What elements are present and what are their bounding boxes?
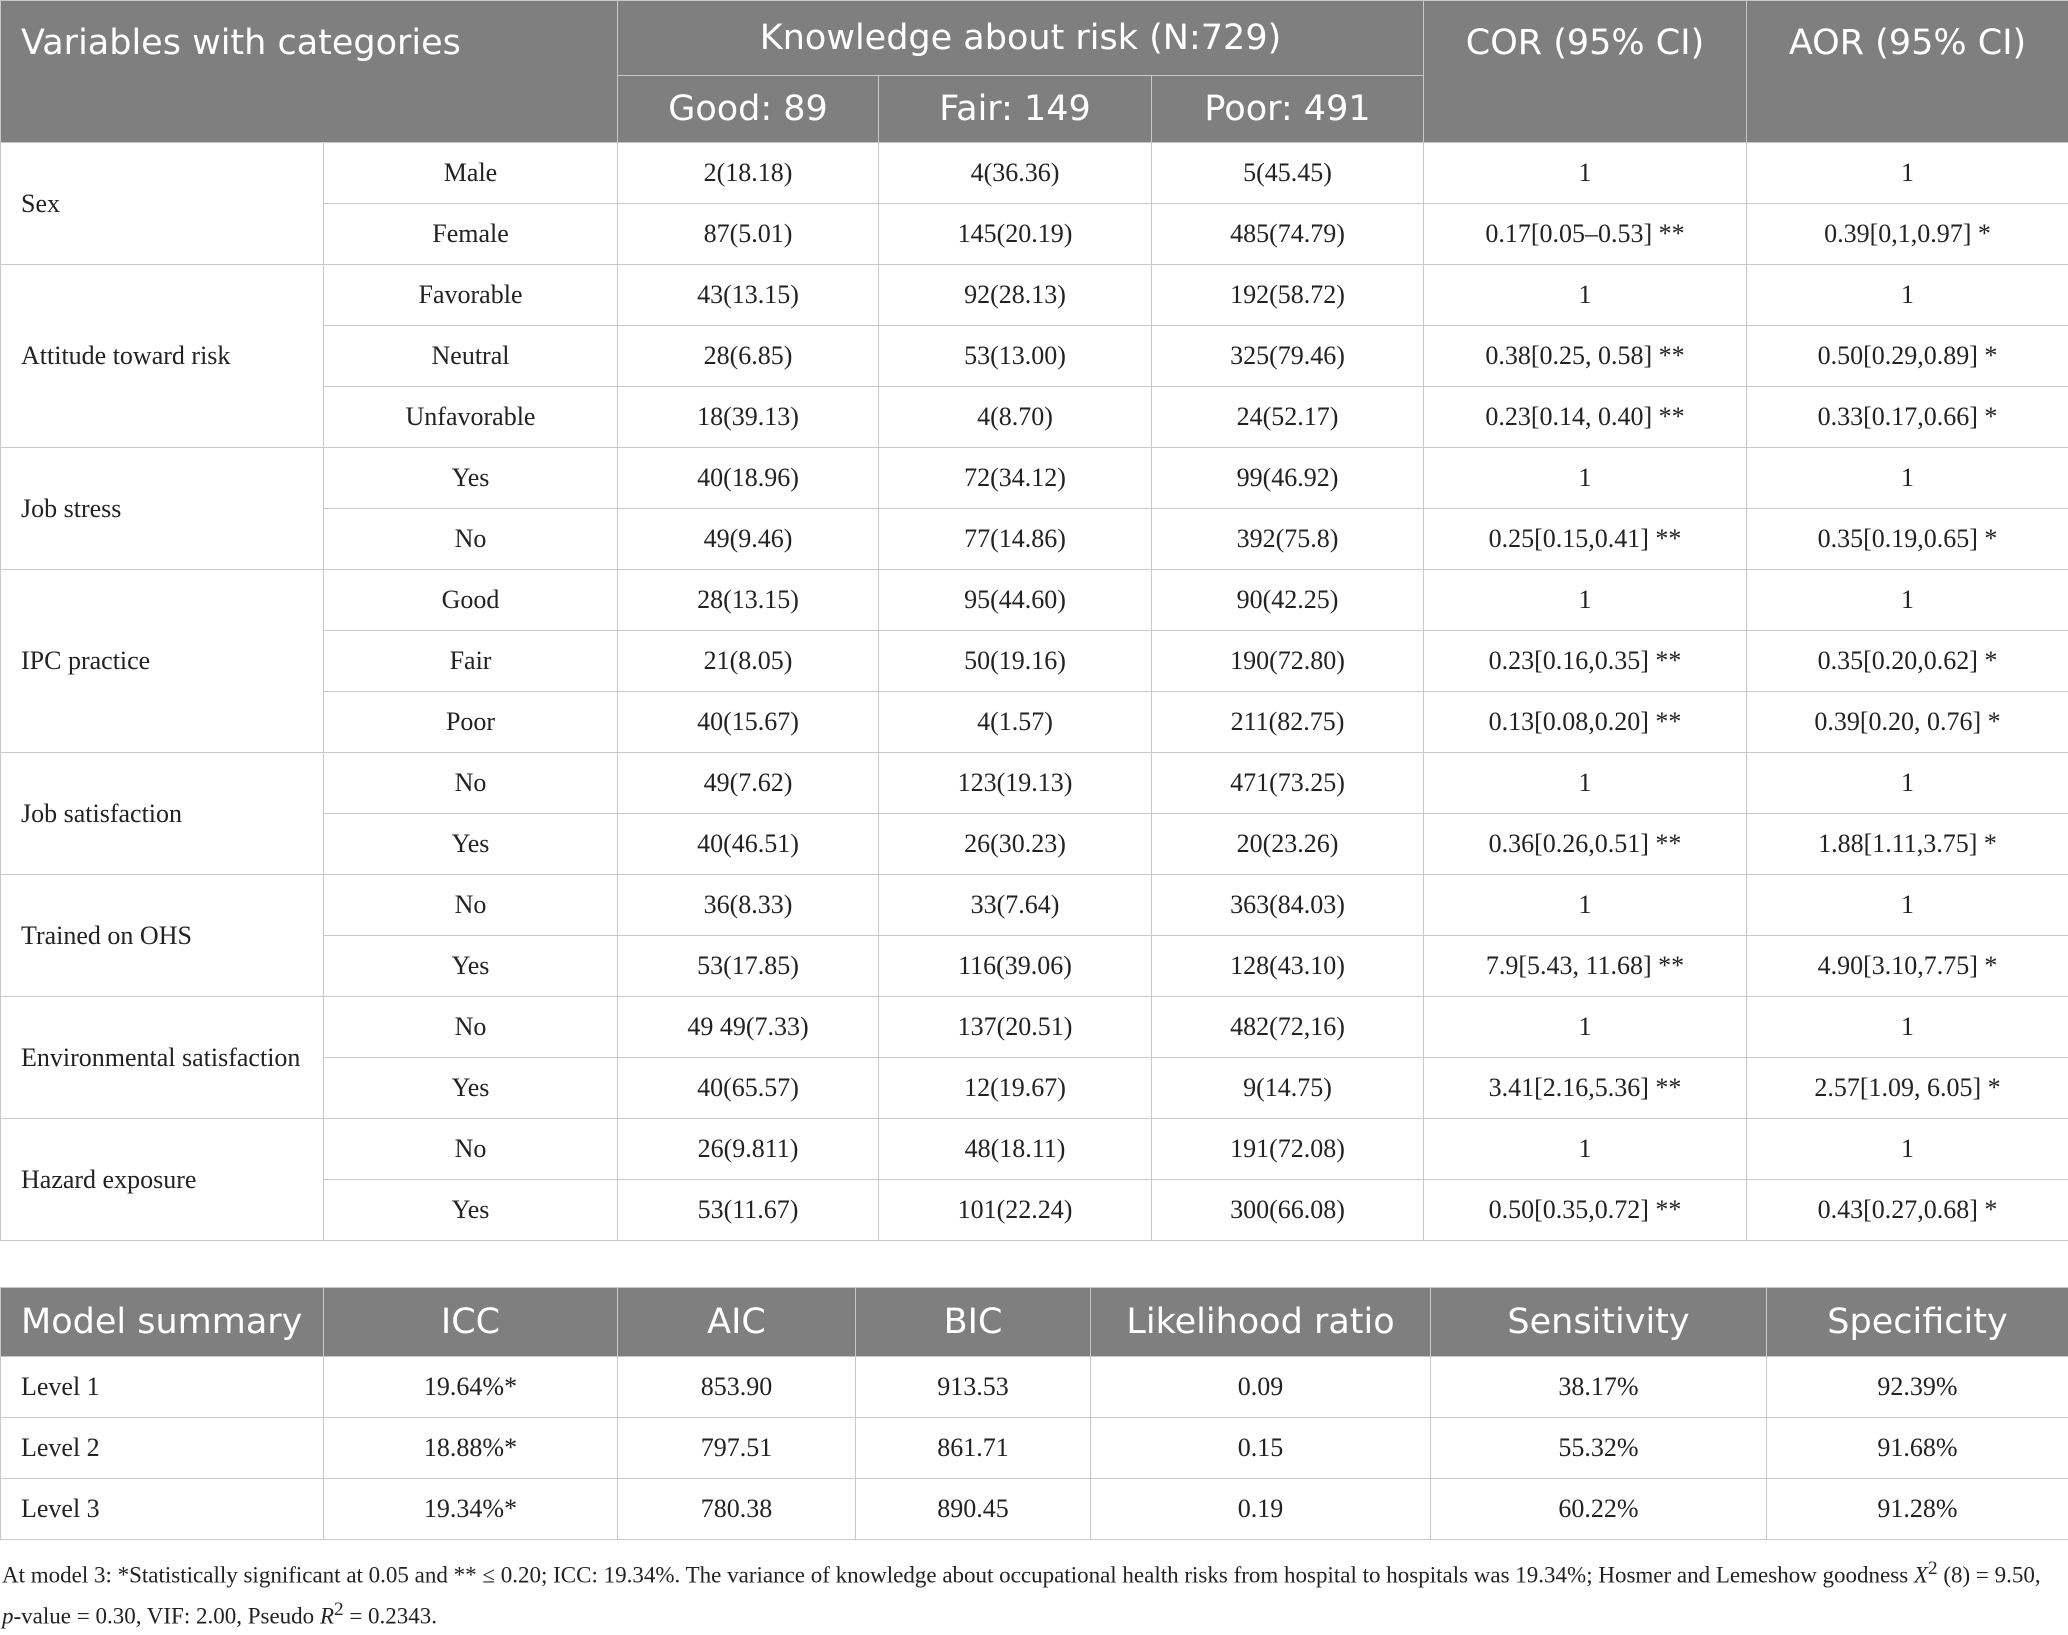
model-summary-table [0,1287,2068,1540]
cell-poor: 128(43.10) [1152,936,1424,997]
cell-cor: 0.36[0.26,0.51] ** [1424,814,1747,875]
cell-fair: 50(19.16) [879,631,1152,692]
cell-cor: 0.38[0.25, 0.58] ** [1424,326,1747,387]
summary-row [1,1418,2068,1479]
cell-cor: 1 [1424,1119,1747,1180]
cell-good: 49(9.46) [618,509,879,570]
table-row [1,1119,2068,1180]
header-poor: Poor: 491 [1152,76,1424,143]
summary-cell: 91.68% [1767,1418,2068,1479]
variable-name: Job stress [1,448,324,570]
cell-cor: 1 [1424,265,1747,326]
cell-good: 87(5.01) [618,204,879,265]
cell-good: 49 49(7.33) [618,997,879,1058]
cell-poor: 485(74.79) [1152,204,1424,265]
variable-name: Trained on OHS [1,875,324,997]
footnote-text: At model 3: *Statistically significant at 0.05 and ** ≤ 0.20; ICC: 19.34%. The variance of knowledge about occupational health risks from hospital to hospitals was 19.34%; Hosmer and Lemeshow goodness [2,1562,1914,1588]
cell-poor: 325(79.46) [1152,326,1424,387]
table-row [1,143,2068,204]
cell-cor: 1 [1424,143,1747,204]
summary-header: ICC [324,1288,618,1357]
cell-fair: 92(28.13) [879,265,1152,326]
cell-fair: 145(20.19) [879,204,1152,265]
cell-aor: 1 [1747,875,2068,936]
summary-header: Likelihood ratio [1091,1288,1431,1357]
cell-poor: 190(72.80) [1152,631,1424,692]
table-row [1,265,2068,326]
cell-poor: 192(58.72) [1152,265,1424,326]
cell-fair: 77(14.86) [879,509,1152,570]
cell-good: 40(46.51) [618,814,879,875]
cell-aor: 0.39[0.20, 0.76] * [1747,692,2068,753]
summary-cell: 91.28% [1767,1479,2068,1540]
cell-aor: 1 [1747,1119,2068,1180]
cell-good: 2(18.18) [618,143,879,204]
summary-header: Specificity [1767,1288,2068,1357]
cell-poor: 363(84.03) [1152,875,1424,936]
variable-name: IPC practice [1,570,324,753]
cell-fair: 48(18.11) [879,1119,1152,1180]
table-footnote [0,1552,2062,1633]
cell-good: 40(15.67) [618,692,879,753]
cell-aor: 0.35[0.19,0.65] * [1747,509,2068,570]
cell-cor: 1 [1424,570,1747,631]
summary-header: AIC [618,1288,856,1357]
cell-category: Yes [324,1058,618,1119]
cell-aor: 1 [1747,143,2068,204]
summary-header: BIC [856,1288,1091,1357]
summary-cell: 0.15 [1091,1418,1431,1479]
cell-fair: 33(7.64) [879,875,1152,936]
cell-category: Yes [324,814,618,875]
footnote-r: R [319,1603,334,1629]
cell-aor: 0.43[0.27,0.68] * [1747,1180,2068,1241]
cell-aor: 0.50[0.29,0.89] * [1747,326,2068,387]
cell-poor: 9(14.75) [1152,1058,1424,1119]
summary-cell: 797.51 [618,1418,856,1479]
summary-cell: 18.88%* [324,1418,618,1479]
cell-good: 49(7.62) [618,753,879,814]
table-row [1,875,2068,936]
cell-fair: 53(13.00) [879,326,1152,387]
summary-cell: 55.32% [1431,1418,1767,1479]
cell-good: 40(18.96) [618,448,879,509]
summary-cell: 913.53 [856,1357,1091,1418]
variable-name: Attitude toward risk [1,265,324,448]
cell-good: 28(13.15) [618,570,879,631]
cell-category: Neutral [324,326,618,387]
cell-aor: 1 [1747,265,2068,326]
summary-cell: 92.39% [1767,1357,2068,1418]
cell-poor: 211(82.75) [1152,692,1424,753]
cell-poor: 191(72.08) [1152,1119,1424,1180]
summary-cell: 890.45 [856,1479,1091,1540]
cell-cor: 0.50[0.35,0.72] ** [1424,1180,1747,1241]
cell-good: 53(11.67) [618,1180,879,1241]
cell-cor: 3.41[2.16,5.36] ** [1424,1058,1747,1119]
summary-row [1,1357,2068,1418]
summary-cell: Level 3 [1,1479,324,1540]
cell-aor: 1 [1747,448,2068,509]
summary-cell: 19.34%* [324,1479,618,1540]
cell-poor: 90(42.25) [1152,570,1424,631]
footnote-r-sup: 2 [334,1598,344,1620]
cell-poor: 99(46.92) [1152,448,1424,509]
cell-aor: 1 [1747,570,2068,631]
summary-cell: 60.22% [1431,1479,1767,1540]
summary-cell: 853.90 [618,1357,856,1418]
summary-cell: Level 1 [1,1357,324,1418]
cell-category: No [324,509,618,570]
cell-category: No [324,1119,618,1180]
summary-header: Sensitivity [1431,1288,1767,1357]
summary-header: Model summary [1,1288,324,1357]
cell-fair: 123(19.13) [879,753,1152,814]
summary-cell: 780.38 [618,1479,856,1540]
cell-fair: 4(1.57) [879,692,1152,753]
cell-fair: 26(30.23) [879,814,1152,875]
variable-name: Sex [1,143,324,265]
cell-poor: 5(45.45) [1152,143,1424,204]
header-aor: AOR (95% CI) [1747,1,2068,143]
footnote-text: (8) = 9.50, [1937,1562,2041,1588]
cell-cor: 0.23[0.14, 0.40] ** [1424,387,1747,448]
cell-aor: 2.57[1.09, 6.05] * [1747,1058,2068,1119]
cell-aor: 1 [1747,997,2068,1058]
cell-fair: 4(8.70) [879,387,1152,448]
cell-cor: 0.23[0.16,0.35] ** [1424,631,1747,692]
cell-aor: 1.88[1.11,3.75] * [1747,814,2068,875]
cell-category: No [324,753,618,814]
cell-category: Yes [324,936,618,997]
footnote-text: -value = 0.30, VIF: 2.00, Pseudo [13,1603,320,1629]
cell-category: No [324,997,618,1058]
cell-fair: 116(39.06) [879,936,1152,997]
cell-fair: 72(34.12) [879,448,1152,509]
table-row [1,997,2068,1058]
cell-poor: 471(73.25) [1152,753,1424,814]
cell-poor: 24(52.17) [1152,387,1424,448]
cell-fair: 101(22.24) [879,1180,1152,1241]
cell-good: 40(65.57) [618,1058,879,1119]
cell-cor: 0.13[0.08,0.20] ** [1424,692,1747,753]
cell-category: Favorable [324,265,618,326]
cell-good: 36(8.33) [618,875,879,936]
header-cor: COR (95% CI) [1424,1,1747,143]
cell-category: Male [324,143,618,204]
cell-fair: 137(20.51) [879,997,1152,1058]
table-row [1,570,2068,631]
table-row [1,448,2068,509]
cell-good: 28(6.85) [618,326,879,387]
cell-aor: 1 [1747,753,2068,814]
cell-cor: 1 [1424,448,1747,509]
header-variables: Variables with categories [1,1,618,143]
variable-name: Job satisfaction [1,753,324,875]
cell-poor: 300(66.08) [1152,1180,1424,1241]
cell-good: 18(39.13) [618,387,879,448]
cell-category: Yes [324,1180,618,1241]
cell-aor: 0.33[0.17,0.66] * [1747,387,2068,448]
footnote-x: X [1913,1562,1928,1588]
cell-cor: 1 [1424,997,1747,1058]
footnote-text: = 0.2343. [343,1603,438,1629]
cell-category: No [324,875,618,936]
cell-aor: 0.35[0.20,0.62] * [1747,631,2068,692]
cell-poor: 20(23.26) [1152,814,1424,875]
cell-fair: 95(44.60) [879,570,1152,631]
summary-cell: 19.64%* [324,1357,618,1418]
cell-aor: 4.90[3.10,7.75] * [1747,936,2068,997]
cell-cor: 0.17[0.05–0.53] ** [1424,204,1747,265]
cell-poor: 482(72,16) [1152,997,1424,1058]
summary-cell: 861.71 [856,1418,1091,1479]
cell-good: 53(17.85) [618,936,879,997]
cell-good: 43(13.15) [618,265,879,326]
header-fair: Fair: 149 [879,76,1152,143]
cell-category: Good [324,570,618,631]
table-row [1,753,2068,814]
summary-cell: 0.09 [1091,1357,1431,1418]
footnote-x-sup: 2 [1927,1558,1938,1579]
footnote-p: p [2,1603,14,1629]
cell-cor: 7.9[5.43, 11.68] ** [1424,936,1747,997]
summary-cell: 38.17% [1431,1357,1767,1418]
header-knowledge: Knowledge about risk (N:729) [618,1,1424,76]
header-good: Good: 89 [618,76,879,143]
variable-name: Environmental satisfaction [1,997,324,1119]
cell-fair: 4(36.36) [879,143,1152,204]
cell-category: Yes [324,448,618,509]
summary-cell: 0.19 [1091,1479,1431,1540]
cell-good: 26(9.811) [618,1119,879,1180]
cell-category: Fair [324,631,618,692]
cell-fair: 12(19.67) [879,1058,1152,1119]
cell-cor: 0.25[0.15,0.41] ** [1424,509,1747,570]
summary-cell: Level 2 [1,1418,324,1479]
cell-category: Female [324,204,618,265]
cell-category: Unfavorable [324,387,618,448]
cell-aor: 0.39[0,1,0.97] * [1747,204,2068,265]
cell-category: Poor [324,692,618,753]
summary-row [1,1479,2068,1540]
cell-poor: 392(75.8) [1152,509,1424,570]
cell-cor: 1 [1424,753,1747,814]
variable-name: Hazard exposure [1,1119,324,1241]
cell-good: 21(8.05) [618,631,879,692]
cell-cor: 1 [1424,875,1747,936]
